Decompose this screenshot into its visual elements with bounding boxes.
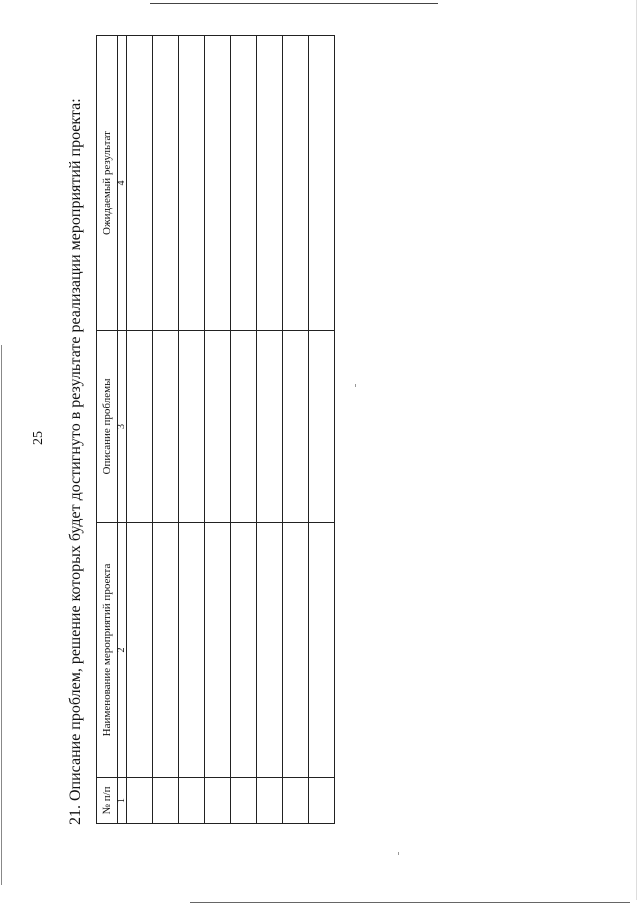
table-cell (283, 778, 309, 824)
table-row (127, 36, 153, 824)
table-cell (179, 331, 205, 523)
header-expected-result: Ожидаемый результат (97, 36, 118, 331)
column-number: 3 (118, 331, 127, 523)
problems-table (96, 35, 335, 824)
table-cell (257, 36, 283, 331)
header-problem-description: Описание проблемы (97, 331, 118, 523)
table-cell (127, 778, 153, 824)
table-cell (257, 778, 283, 824)
table-cell (309, 36, 335, 331)
table-cell (205, 36, 231, 331)
table-cell (153, 331, 179, 523)
table-cell (153, 523, 179, 778)
table-cell (127, 523, 153, 778)
table-cell (231, 778, 257, 824)
column-number: 1 (118, 778, 127, 824)
table-cell (179, 36, 205, 331)
table-row (309, 36, 335, 824)
table-cell (127, 36, 153, 331)
table-cell (231, 523, 257, 778)
table-cell (257, 523, 283, 778)
table-cell (309, 523, 335, 778)
table-row (283, 36, 309, 824)
column-number: 2 (118, 523, 127, 778)
table-cell (205, 331, 231, 523)
table-cell (153, 36, 179, 331)
table-row (231, 36, 257, 824)
table-cell (283, 36, 309, 331)
table-cell (153, 778, 179, 824)
table-row (257, 36, 283, 824)
header-number: № п/п (97, 778, 118, 824)
column-number-row (118, 36, 127, 824)
page-number: 25 (31, 431, 46, 445)
table-cell (309, 331, 335, 523)
table-row (153, 36, 179, 824)
table-cell (205, 523, 231, 778)
section-heading: 21. Описание проблем, решение которых будет достигнуто в результате реализации мероприятий проекта: (67, 98, 84, 825)
table-cell (257, 331, 283, 523)
table-cell (231, 36, 257, 331)
table-cell (127, 331, 153, 523)
table-cell (283, 331, 309, 523)
table-cell (205, 778, 231, 824)
table-cell (283, 523, 309, 778)
table-row (205, 36, 231, 824)
table-row (179, 36, 205, 824)
header-activity-name: Наименование мероприятий проекта (97, 523, 118, 778)
table-cell (179, 523, 205, 778)
column-number: 4 (118, 36, 127, 331)
table-cell (179, 778, 205, 824)
table-header-row (97, 36, 118, 824)
table-cell (309, 778, 335, 824)
table-cell (231, 331, 257, 523)
